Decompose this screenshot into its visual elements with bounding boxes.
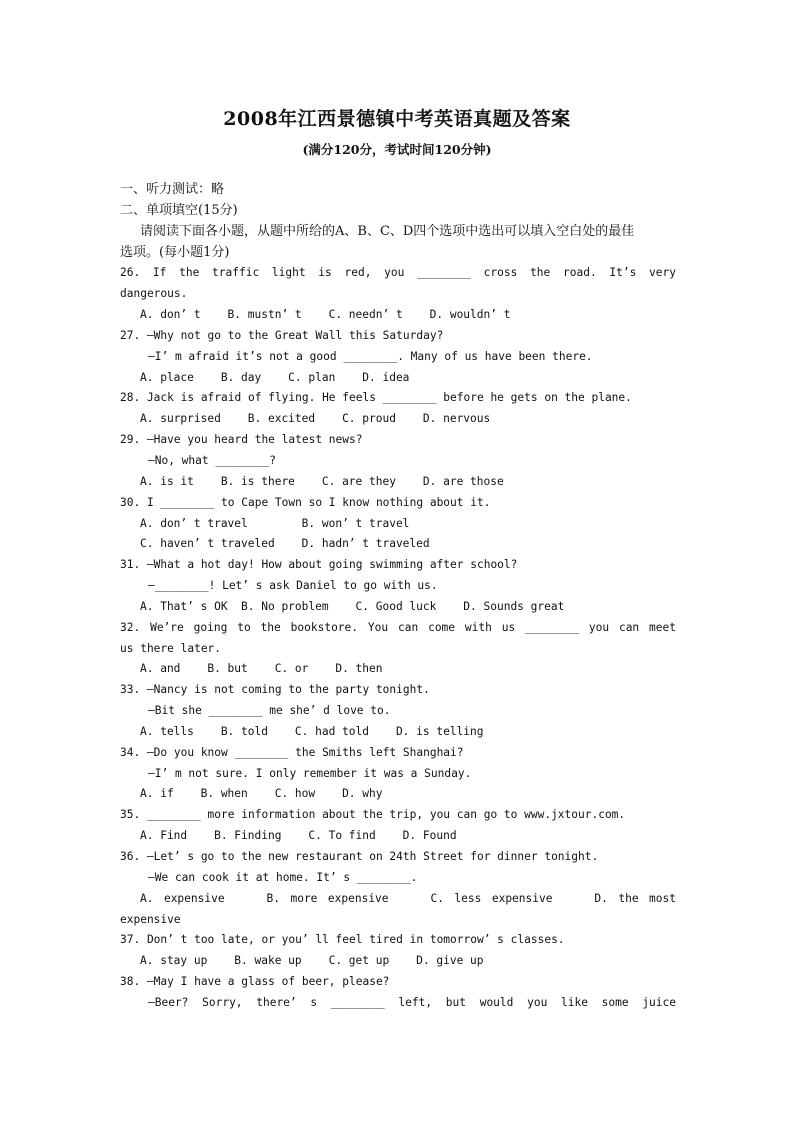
text-line: A. don’ t B. mustn’ t C. needn’ t D. wouldn’ t	[140, 308, 511, 322]
text-line: A. is it B. is there C. are they D. are those	[140, 474, 504, 488]
text-line: —No, what ________?	[148, 453, 276, 467]
text-line: 选项。(每小题1分)	[120, 244, 230, 260]
text-line: 26. If the traffic light is red, you ________ cross the road. It’s very	[120, 266, 676, 280]
text-line: 35. ________ more information about the trip, you can go to www.jxtour.com.	[120, 808, 626, 822]
text-line: A. don’ t travel B. won’ t travel	[140, 516, 410, 530]
text-line: 32. We’re going to the bookstore. You can come with us ________ you can meet	[120, 620, 676, 634]
text-line: A. place B. day C. plan D. idea	[140, 370, 410, 384]
text-line: —Beer? Sorry, there’ s ________ left, but would you like some juice	[148, 995, 676, 1009]
text-line: A. and B. but C. or D. then	[140, 662, 383, 676]
text-line: 33. —Nancy is not coming to the party tonight.	[120, 683, 430, 697]
text-line: 36. —Let’ s go to the new restaurant on 24th Street for dinner tonight.	[120, 850, 599, 863]
text-line: expensive	[120, 912, 181, 926]
text-line: 请阅读下面各小题，从题中所给的A、B、C、D四个选项中选出可以填入空白处的最佳	[140, 223, 635, 239]
text-line: A. That’ s OK B. No problem C. Good luck D. Sounds great	[140, 599, 565, 613]
text-line: 29. —Have you heard the latest news?	[120, 433, 363, 447]
text-line: A. surprised B. excited C. proud D. nervous	[140, 412, 491, 426]
text-line: A. if B. when C. how D. why	[140, 787, 383, 801]
text-line: A. expensive B. more expensive C. less expensive D. the most	[140, 891, 676, 905]
text-line: us there later.	[120, 641, 222, 655]
text-line: —________! Let’ s ask Daniel to go with us.	[148, 579, 438, 593]
text-line: A. Find B. Finding C. To find D. Found	[140, 829, 457, 843]
text-line: 一、听力测试：略	[120, 182, 225, 197]
text-line: 38. —May I have a glass of beer, please?	[120, 975, 390, 989]
text-line: A. tells B. told C. had told D. is telling	[140, 724, 484, 738]
text-line: —I’ m afraid it’s not a good ________. Many of us have been there.	[148, 349, 593, 363]
page-title: 2008年江西景德镇中考英语真题及答案	[223, 108, 571, 130]
text-line: A. stay up B. wake up C. get up D. give up	[140, 954, 484, 968]
text-line: 37. Don’ t too late, or you’ ll feel tired in tomorrow’ s classes.	[120, 933, 565, 947]
text-line: dangerous.	[120, 287, 188, 301]
text-line: 30. I ________ to Cape Town so I know nothing about it.	[120, 495, 491, 509]
text-line: 28. Jack is afraid of flying. He feels ________ before he gets on the plane.	[120, 391, 632, 405]
page-subtitle: (满分120分，考试时间120分钟)	[302, 142, 492, 157]
text-line: —We can cook it at home. It’ s ________.	[148, 870, 418, 884]
text-line: C. haven’ t traveled D. hadn’ t traveled	[140, 537, 430, 551]
text-line: —I’ m not sure. I only remember it was a Sunday.	[148, 766, 472, 780]
text-line: 27. —Why not go to the Great Wall this Saturday?	[120, 328, 444, 342]
exam-body	[120, 180, 676, 1014]
text-line: 34. —Do you know ________ the Smiths left Shanghai?	[120, 745, 464, 759]
text-line: 二、单项填空(15分)	[120, 202, 238, 218]
text-line: —Bit she ________ me she’ d love to.	[148, 704, 391, 718]
text-line: 31. —What a hot day! How about going swimming after school?	[120, 558, 518, 572]
